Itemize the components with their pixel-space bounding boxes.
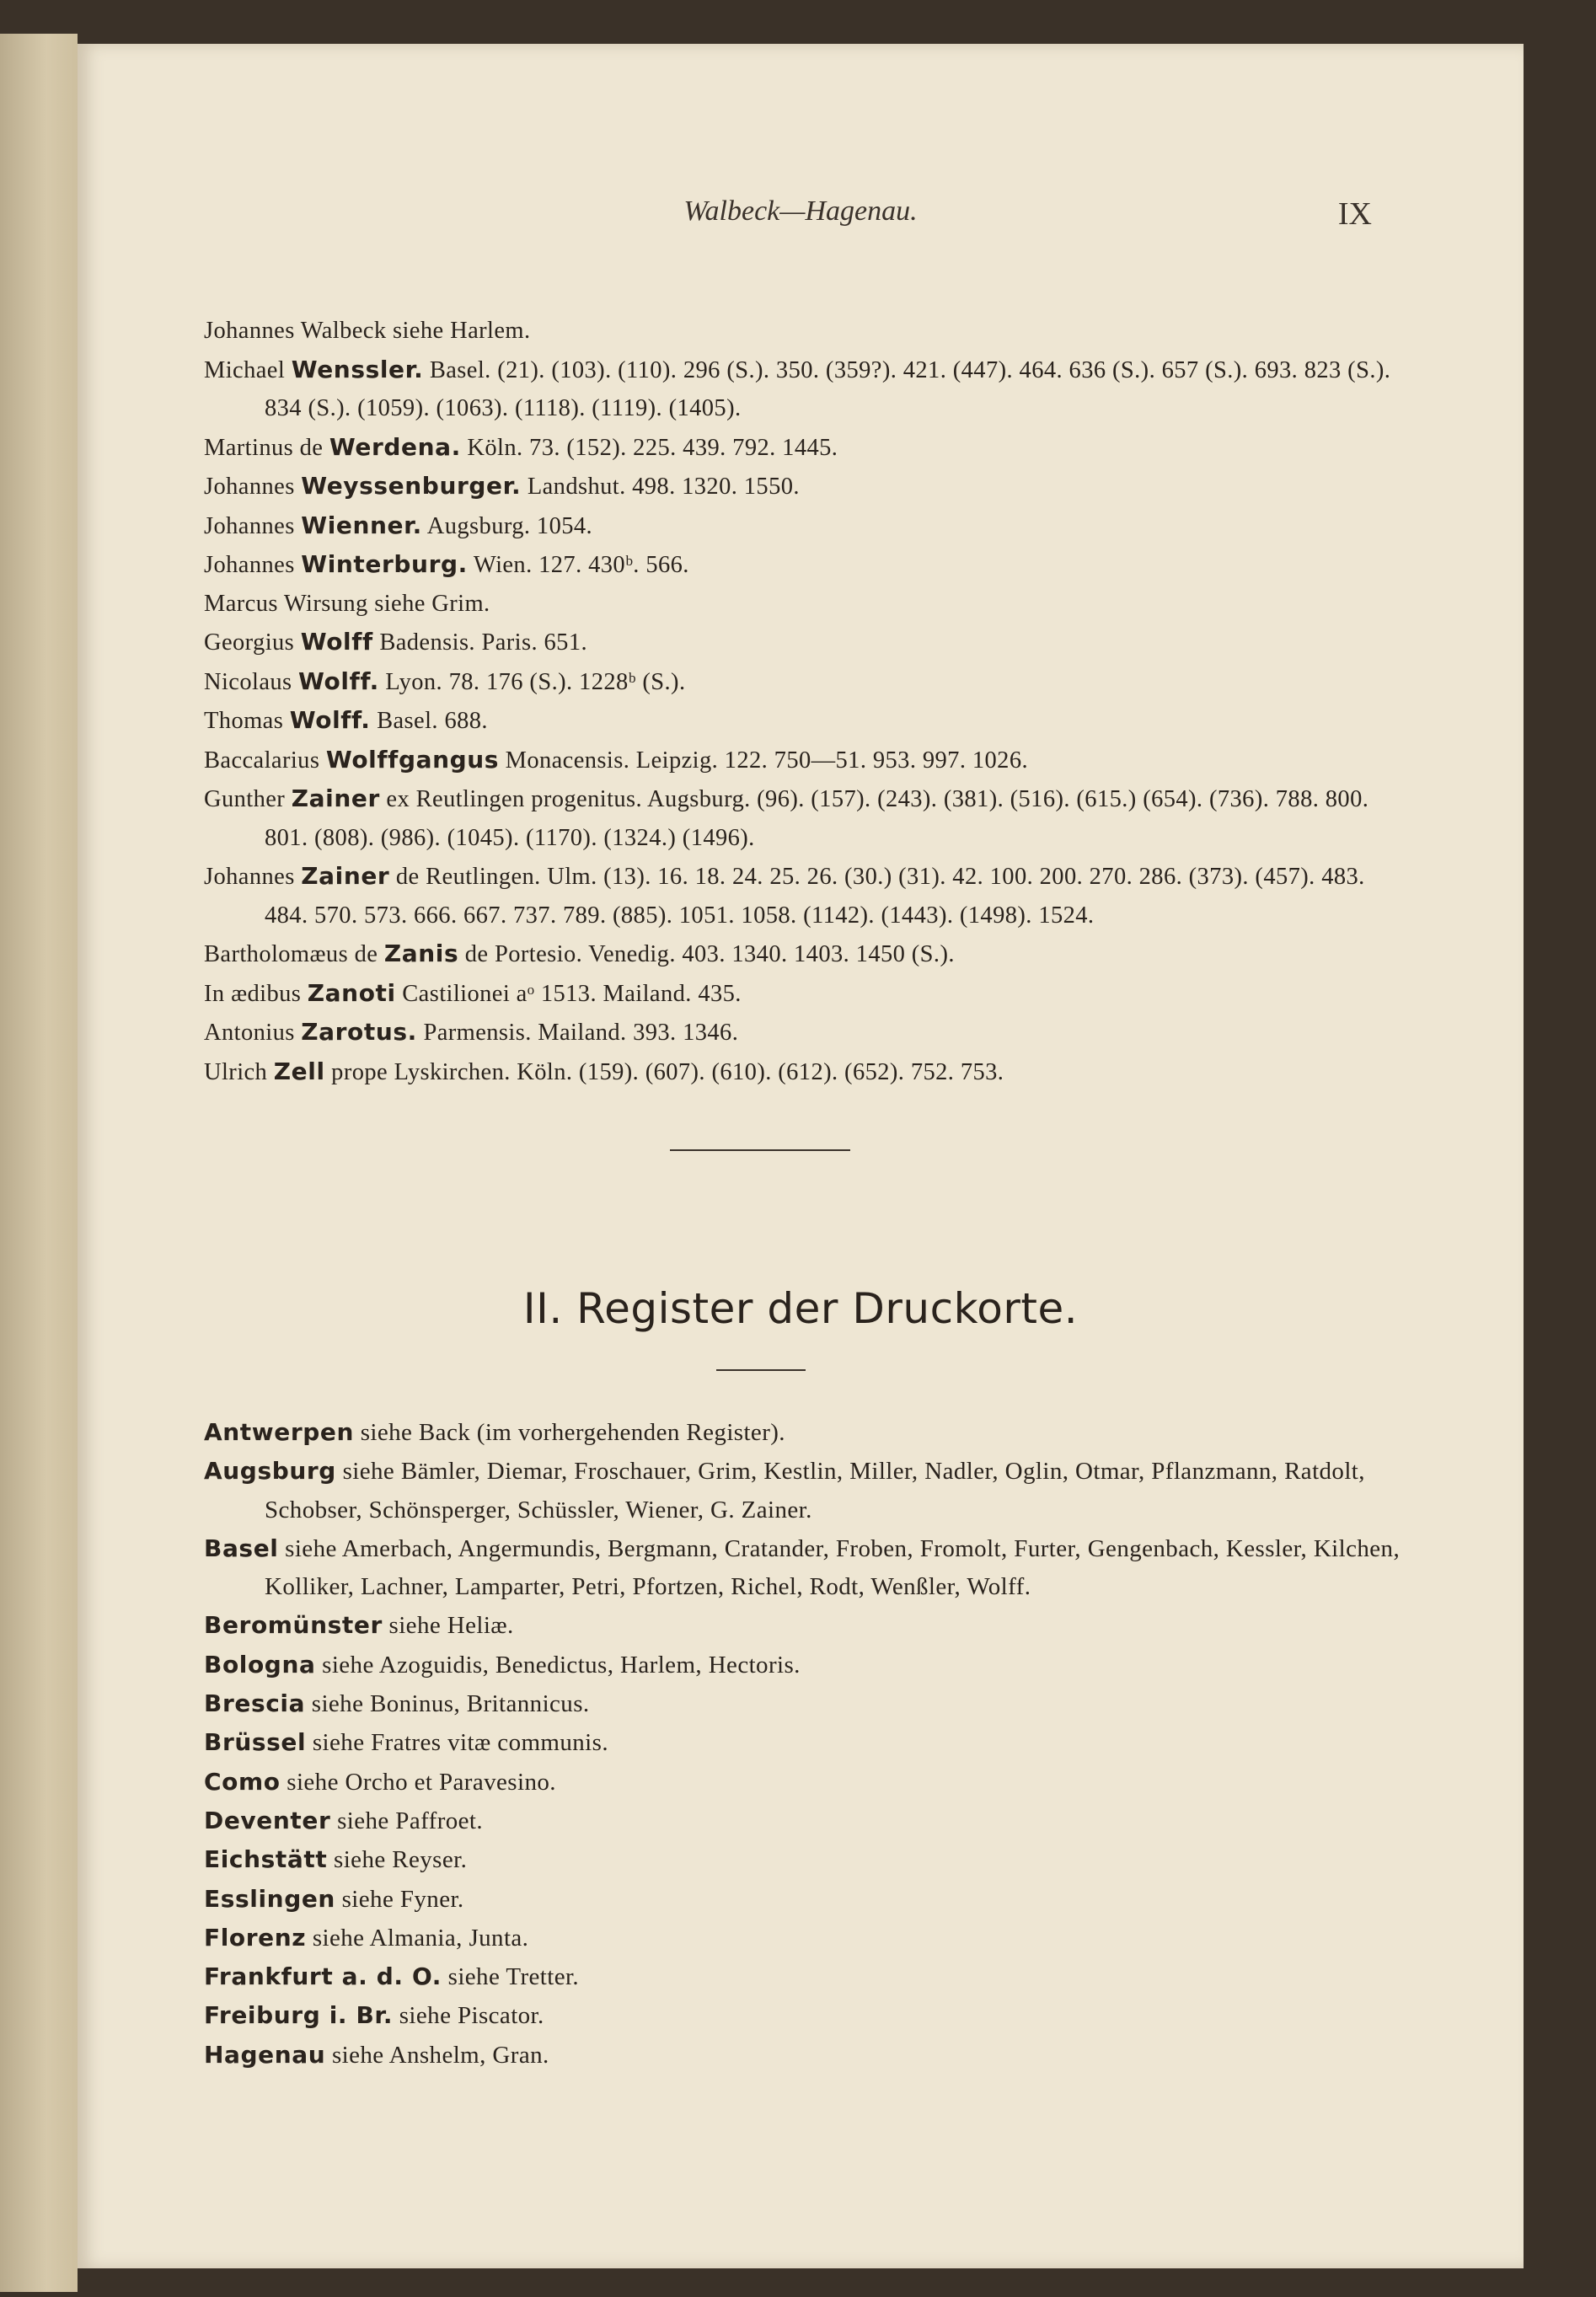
printer-register-list: [204, 312, 1401, 1091]
place-name: Antwerpen: [204, 1418, 355, 1446]
place-entry: Basel siehe Amerbach, Angermundis, Bergmann, Cratander, Froben, Fromolt, Furter, Gengenbach, Kessler, Kilchen, Kolliker, Lachner, Lamparter, Petri, Pfortzen, Richel, Rodt, Wenßler, Wolff.: [204, 1534, 1401, 1601]
place-entry: Frankfurt a. d. O. siehe Tretter.: [204, 1962, 580, 1991]
place-entry: Esslingen siehe Fyner.: [204, 1884, 464, 1913]
register-entry: Nicolaus Wolff. Lyon. 78. 176 (S.). 1228ᵇ (S.).: [204, 667, 686, 695]
place-entry: Beromünster siehe Heliæ.: [204, 1611, 514, 1640]
place-name: Augsburg: [204, 1457, 336, 1486]
register-entry: Bartholomæus de Zanis de Portesio. Venedig. 403. 1340. 1403. 1450 (S.).: [204, 940, 955, 967]
facing-page-edge: [0, 34, 78, 2292]
printer-name: Zell: [273, 1057, 325, 1085]
place-name: Basel: [204, 1534, 279, 1562]
printer-name: Zarotus.: [301, 1018, 417, 1046]
register-entry: Baccalarius Wolffgangus Monacensis. Leipzig. 122. 750—51. 953. 997. 1026.: [204, 745, 1029, 774]
register-entry: Ulrich Zell prope Lyskirchen. Köln. (159). (607). (610). (612). (652). 752. 753.: [204, 1057, 1004, 1085]
section-divider: [670, 1149, 850, 1151]
printer-name: Weyssenburger.: [301, 472, 522, 500]
place-entry: Augsburg siehe Bämler, Diemar, Froschauer, Grim, Kestlin, Miller, Nadler, Oglin, Otmar, Pflanzmann, Ratdolt, Schobser, Schönsperger, Schüssler, Wiener, G. Zainer.: [204, 1457, 1365, 1523]
printer-name: Wienner.: [301, 511, 422, 539]
place-name: Bologna: [204, 1650, 316, 1679]
printer-name: Zainer: [291, 784, 380, 812]
register-entry: Martinus de Werdena. Köln. 73. (152). 225. 439. 792. 1445.: [204, 432, 838, 461]
place-name: Hagenau: [204, 2040, 326, 2069]
printer-name: Wenssler.: [291, 355, 424, 383]
running-head-title: Walbeck—Hagenau.: [683, 195, 918, 227]
running-head: [78, 195, 1524, 246]
place-entry: Como siehe Orcho et Paravesino.: [204, 1767, 556, 1796]
section-heading: II. Register der Druckorte.: [522, 1284, 1079, 1333]
printer-name: Wolff: [300, 628, 373, 656]
printer-name: Wolffgangus: [325, 745, 500, 774]
place-entry: Brüssel siehe Fratres vitæ communis.: [204, 1728, 608, 1757]
register-entry: Thomas Wolff. Basel. 688.: [204, 706, 488, 734]
place-name: Como: [204, 1767, 281, 1796]
register-entry: Johannes Winterburg. Wien. 127. 430ᵇ. 566.: [204, 550, 689, 578]
printer-name: Zanis: [383, 940, 459, 967]
place-register-list: [204, 1413, 1401, 2075]
register-entry: Georgius Wolff Badensis. Paris. 651.: [204, 628, 588, 656]
printer-name: Zanoti: [307, 978, 396, 1007]
register-entry: Johannes Weyssenburger. Landshut. 498. 1320. 1550.: [204, 472, 800, 500]
place-entry: Bologna siehe Azoguidis, Benedictus, Harlem, Hectoris.: [204, 1650, 801, 1679]
printer-name: Wolff.: [298, 667, 379, 695]
register-entry: Johannes Walbeck siehe Harlem.: [204, 318, 531, 344]
register-entry: Antonius Zarotus. Parmensis. Mailand. 393. 1346.: [204, 1018, 739, 1046]
printer-name: Wolff.: [289, 706, 371, 734]
register-entry: Johannes Zainer de Reutlingen. Ulm. (13). 16. 18. 24. 25. 26. (30.) (31). 42. 100. 200. 270. 286. (373). (457). 483. 484. 570. 573. 666. 667. 737. 789. (885). 1051. 1058. (1142). (1443). (1498). 1524.: [204, 862, 1365, 929]
place-entry: Eichstätt siehe Reyser.: [204, 1845, 468, 1874]
printer-name: Winterburg.: [301, 550, 468, 578]
place-name: Eichstätt: [204, 1845, 328, 1874]
place-name: Beromünster: [204, 1611, 383, 1640]
place-name: Frankfurt a. d. O.: [204, 1962, 442, 1991]
place-name: Deventer: [204, 1806, 331, 1834]
place-entry: Florenz siehe Almania, Junta.: [204, 1923, 529, 1952]
place-name: Brüssel: [204, 1728, 307, 1757]
printer-name: Zainer: [301, 862, 390, 890]
place-name: Brescia: [204, 1689, 306, 1718]
register-entry: Marcus Wirsung siehe Grim.: [204, 590, 490, 617]
register-entry: Michael Wenssler. Basel. (21). (103). (110). 296 (S.). 350. (359?). 421. (447). 464. 636 (S.). 657 (S.). 693. 823 (S.). 834 (S.). (1059). (1063). (1118). (1119). (1405).: [204, 355, 1391, 421]
heading-underline: [716, 1369, 806, 1371]
place-entry: Freiburg i. Br. siehe Piscator.: [204, 2001, 544, 2030]
book-page: [78, 44, 1524, 2268]
printer-name: Werdena.: [329, 432, 461, 461]
place-entry: Deventer siehe Paffroet.: [204, 1806, 484, 1834]
register-entry: Gunther Zainer ex Reutlingen progenitus. Augsburg. (96). (157). (243). (381). (516). (615.) (654). (736). 788. 800. 801. (808). (986). (1045). (1170). (1324.) (1496).: [204, 784, 1369, 851]
page-number: IX: [1337, 196, 1372, 232]
register-entry: In ædibus Zanoti Castilionei aᵒ 1513. Mailand. 435.: [204, 978, 742, 1007]
place-entry: Hagenau siehe Anshelm, Gran.: [204, 2040, 549, 2069]
register-entry: Johannes Wienner. Augsburg. 1054.: [204, 511, 593, 539]
place-entry: Brescia siehe Boninus, Britannicus.: [204, 1689, 590, 1718]
place-name: Esslingen: [204, 1884, 335, 1913]
place-name: Freiburg i. Br.: [204, 2001, 394, 2030]
place-name: Florenz: [204, 1923, 307, 1952]
place-entry: Antwerpen siehe Back (im vorhergehenden Register).: [204, 1418, 785, 1446]
